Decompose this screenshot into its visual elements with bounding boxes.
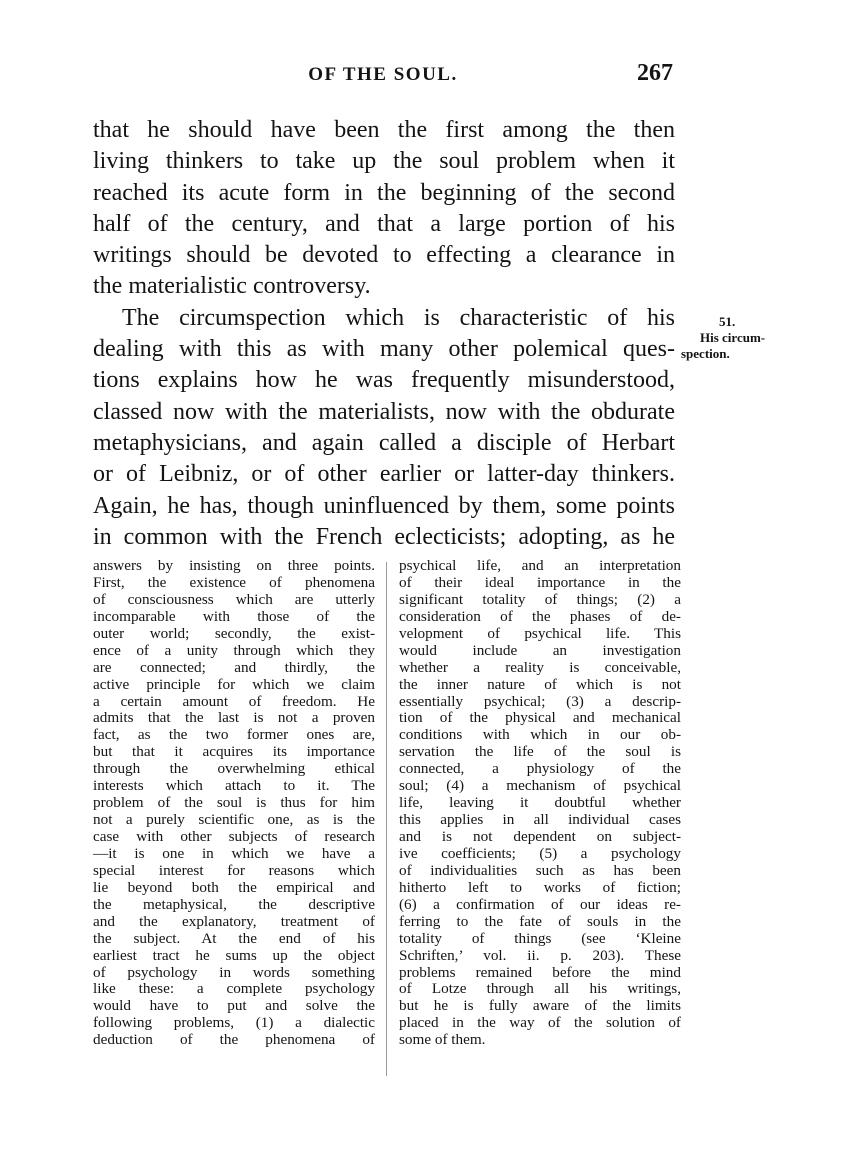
footnote-line: ive coefficients; (5) a psychology	[399, 844, 681, 862]
footnote-line: Schriften,’ vol. ii. p. 203). These	[399, 946, 681, 964]
footnote-line: the metaphysical, the descriptive	[93, 895, 375, 913]
footnote-line: problem of the soul is thus for him	[93, 794, 375, 812]
footnote-line: (6) a confirmation of our ideas re-	[399, 895, 681, 913]
text-line: writings should be devoted to effecting a clearance in	[93, 242, 675, 269]
footnote-line: answers by insisting on three points.	[93, 557, 375, 574]
footnote-line: connected, a physiology of the	[399, 760, 681, 778]
footnote-line: psychical life, and an interpretation	[399, 557, 681, 574]
footnote-line: through the overwhelming ethical	[93, 760, 375, 778]
footnote-line: interests which attach to it. The	[93, 777, 375, 795]
page-header	[93, 60, 673, 94]
footnote-line: some of them.	[399, 1031, 486, 1049]
footnote-line: —it is one in which we have a	[93, 844, 375, 862]
footnote-line: velopment of psychical life. This	[399, 624, 681, 642]
footnote-line: problems remained before the mind	[399, 963, 681, 981]
footnote-line: admits that the last is not a proven	[93, 709, 375, 727]
footnote-line: soul; (4) a mechanism of psychical	[399, 777, 681, 795]
footnote-line: would have to put and solve the	[93, 997, 375, 1015]
footnote-line: the subject. At the end of his	[93, 929, 375, 947]
footnote-line: consideration of the phases of de-	[399, 607, 681, 625]
footnote-line: but that it acquires its importance	[93, 743, 375, 761]
footnote-line: tion of the physical and mechanical	[399, 709, 681, 727]
footnote-line: of psychology in words something	[93, 963, 375, 981]
footnote-line: placed in the way of the solution of	[399, 1014, 681, 1032]
footnote-line: fact, as the two former ones are,	[93, 726, 375, 744]
footnote-line: lie beyond both the empirical and	[93, 878, 375, 896]
text-line: reached its acute form in the beginning of the second	[93, 179, 675, 206]
text-line: living thinkers to take up the soul problem when it	[93, 148, 675, 175]
footnote-line: following problems, (1) a dialectic	[93, 1014, 375, 1032]
text-line: The circumspection which is characteristic of his	[122, 304, 675, 331]
footnote-line: whether a reality is conceivable,	[399, 658, 681, 676]
footnote-line: active principle for which we claim	[93, 675, 375, 693]
running-title: OF THE SOUL.	[308, 64, 458, 85]
footnote-line: not a purely scientific one, as is the	[93, 811, 375, 829]
footnote-line: of consciousness which are utterly	[93, 590, 375, 608]
text-line: classed now with the materialists, now with the obdurate	[93, 398, 675, 425]
footnote-line: life, leaving it doubtful whether	[399, 794, 681, 812]
footnote-line: would include an investigation	[399, 641, 681, 659]
sidenote-number: 51.	[719, 314, 736, 329]
text-line: the materialistic controversy.	[93, 273, 371, 300]
footnote-line: significant totality of things; (2) a	[399, 590, 681, 608]
text-line: dealing with this as with many other polemical ques-	[93, 336, 675, 363]
footnote-line: of Lotze through all his writings,	[399, 980, 681, 998]
footnote-line: deduction of the phenomena of	[93, 1031, 375, 1049]
text-line: half of the century, and that a large portion of his	[93, 210, 675, 237]
text-line: Again, he has, though uninfluenced by them, some points	[93, 492, 675, 519]
footnote-line: incomparable with those of the	[93, 607, 375, 625]
footnote-line: and the explanatory, treatment of	[93, 912, 375, 930]
footnote-line: servation the life of the soul is	[399, 743, 681, 761]
footnote-line: a certain amount of freedom. He	[93, 692, 375, 710]
footnote-column-right	[399, 558, 681, 1049]
main-text	[93, 115, 675, 553]
footnote-line: like these: a complete psychology	[93, 980, 375, 998]
footnote-line: special interest for reasons which	[93, 861, 375, 879]
text-line: in common with the French eclecticists; adopting, as he	[93, 523, 675, 550]
footnote-line: this applies in all individual cases	[399, 811, 681, 829]
footnote-line: essentially psychical; (3) a descrip-	[399, 692, 681, 710]
sidenote-line: spection.	[681, 346, 730, 361]
column-divider	[386, 562, 387, 1076]
sidenote-line: His circum-	[700, 330, 766, 345]
footnote-line: ence of a unity through which they	[93, 641, 375, 659]
footnote-column-left	[93, 558, 375, 1049]
text-line: tions explains how he was frequently misunderstood,	[93, 367, 675, 394]
text-line: that he should have been the first among the then	[93, 117, 675, 143]
footnote-line: conditions with which in our ob-	[399, 726, 681, 744]
footnote-line: are connected; and thirdly, the	[93, 658, 375, 676]
footnote-line: earliest tract he sums up the object	[93, 946, 375, 964]
page-number: 267	[637, 60, 673, 86]
text-line: or of Leibniz, or of other earlier or latter-day thinkers.	[93, 461, 675, 488]
footnote-line: of their ideal importance in the	[399, 573, 681, 591]
footnote-line: but he is fully aware of the limits	[399, 997, 681, 1015]
footnote-line: totality of things (see ‘Kleine	[399, 929, 681, 947]
footnotes	[93, 557, 681, 1088]
footnote-line: outer world; secondly, the exist-	[93, 624, 375, 642]
margin-sidenote	[681, 314, 766, 362]
footnote-line: case with other subjects of research	[93, 828, 375, 845]
footnote-line: the inner nature of which is not	[399, 675, 681, 693]
text-line: metaphysicians, and again called a disciple of Herbart	[93, 429, 675, 456]
footnote-line: First, the existence of phenomena	[93, 573, 375, 591]
footnote-line: of individualities such as has been	[399, 861, 681, 879]
footnote-line: hitherto left to works of fiction;	[399, 878, 681, 896]
footnote-line: and is not dependent on subject-	[399, 828, 681, 845]
footnote-line: ferring to the fate of souls in the	[399, 912, 681, 930]
